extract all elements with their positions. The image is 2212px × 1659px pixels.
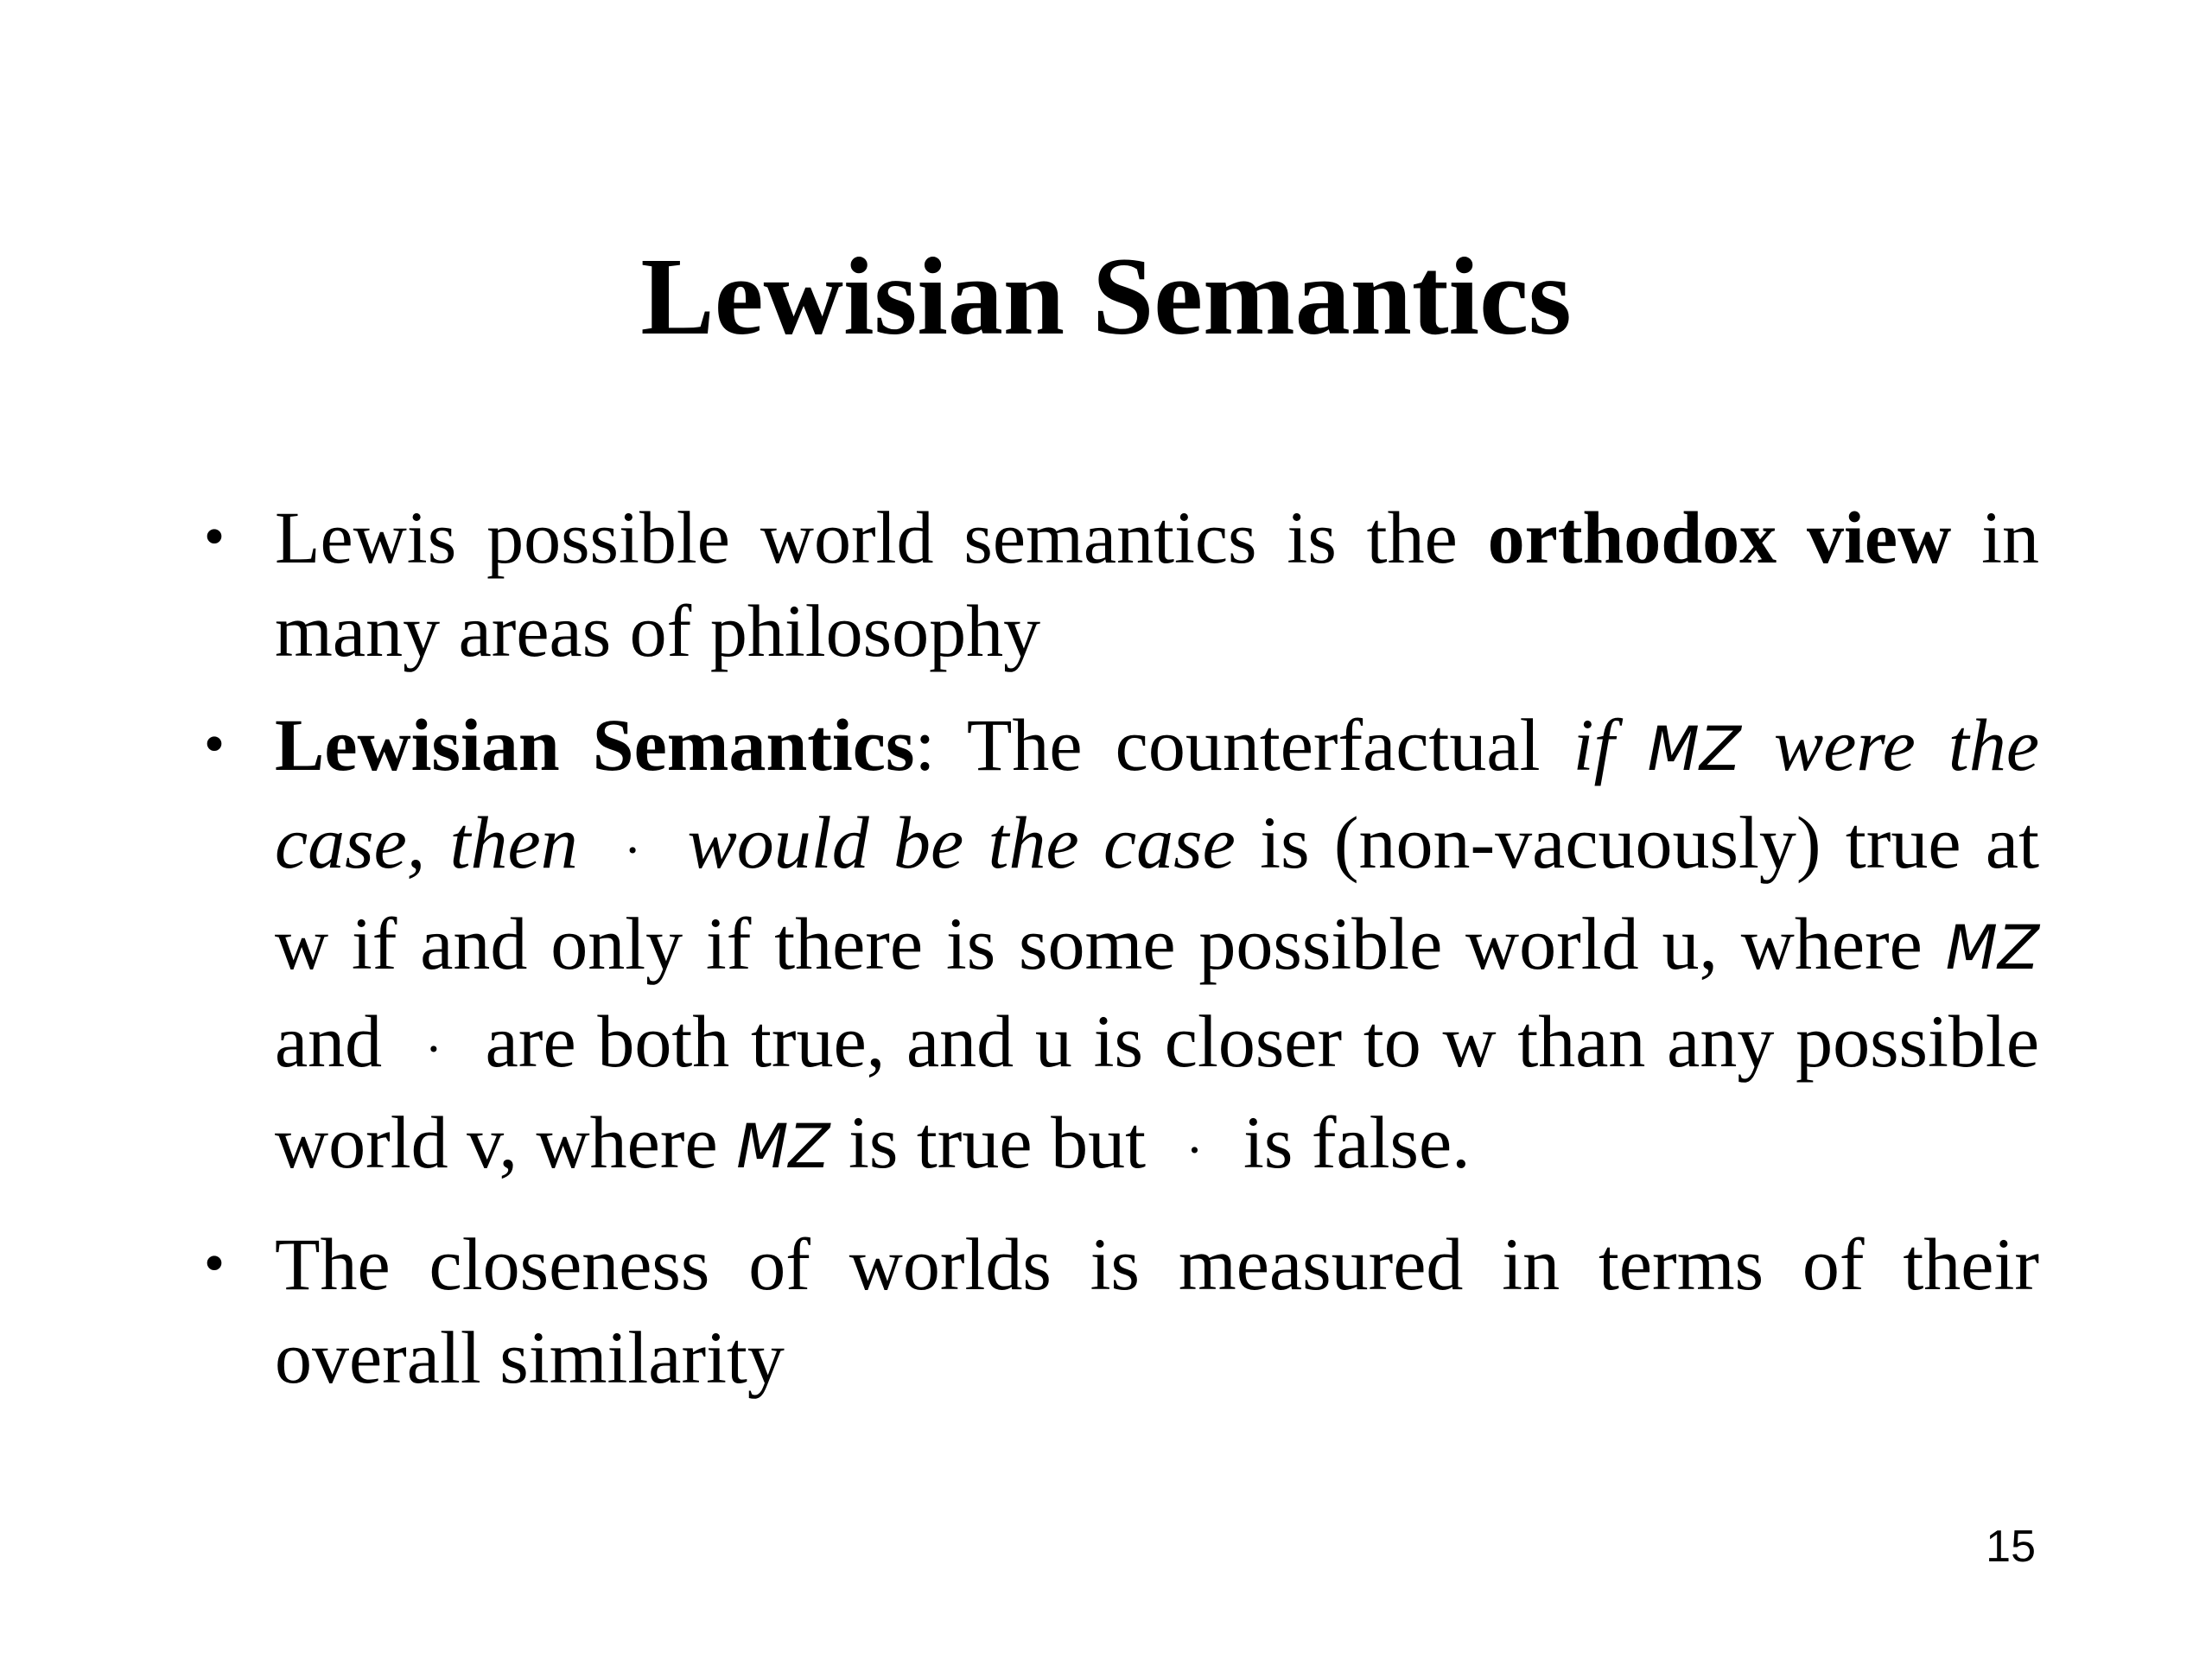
bullet-text: is (non-vacuously) true at w if and only if there is some possible world u, where <box>275 801 2040 985</box>
slide-title: Lewisian Semantics <box>640 235 1572 358</box>
bullet-item-orthodox-view <box>203 491 2039 677</box>
bullet-marker: • <box>203 1230 226 1297</box>
bullet-item-closeness <box>203 1217 2039 1404</box>
bullet-marker: • <box>203 504 226 570</box>
bold-text: Lewisian Semantics <box>275 703 915 786</box>
bullet-list <box>203 491 2040 1425</box>
italic-text: were the case, then <box>275 703 2040 884</box>
bold-text: orthodox view <box>1487 496 1952 579</box>
bullet-text: is true but <box>830 1101 1165 1184</box>
bullet-text: The closeness of worlds is measured in terms of their overall similarity <box>275 1223 2039 1399</box>
consequent-symbol: · <box>624 822 642 879</box>
bullet-item-lewisian-semantics <box>203 698 2040 1197</box>
bullet-text: : The counterfactual <box>914 703 1573 786</box>
antecedent-symbol: MZ <box>1647 714 1741 785</box>
consequent-symbol: · <box>1185 1122 1204 1179</box>
consequent-symbol: · <box>424 1020 442 1077</box>
bullet-text: in many areas of philosophy <box>275 496 2039 672</box>
bullet-text: are both true, and u is closer to w than any possible world v, where <box>275 1000 2039 1184</box>
page-number: 15 <box>1986 1522 2036 1572</box>
bullet-text: and <box>275 1000 404 1083</box>
italic-text: would be the case <box>663 801 1236 884</box>
bullet-text: Lewis possible world semantics is the <box>275 496 1488 579</box>
bullet-marker: • <box>203 711 226 778</box>
bullet-text: is false. <box>1224 1101 1471 1184</box>
antecedent-symbol: MZ <box>1945 912 2039 983</box>
italic-text: if <box>1573 703 1648 786</box>
antecedent-symbol: MZ <box>736 1111 830 1182</box>
